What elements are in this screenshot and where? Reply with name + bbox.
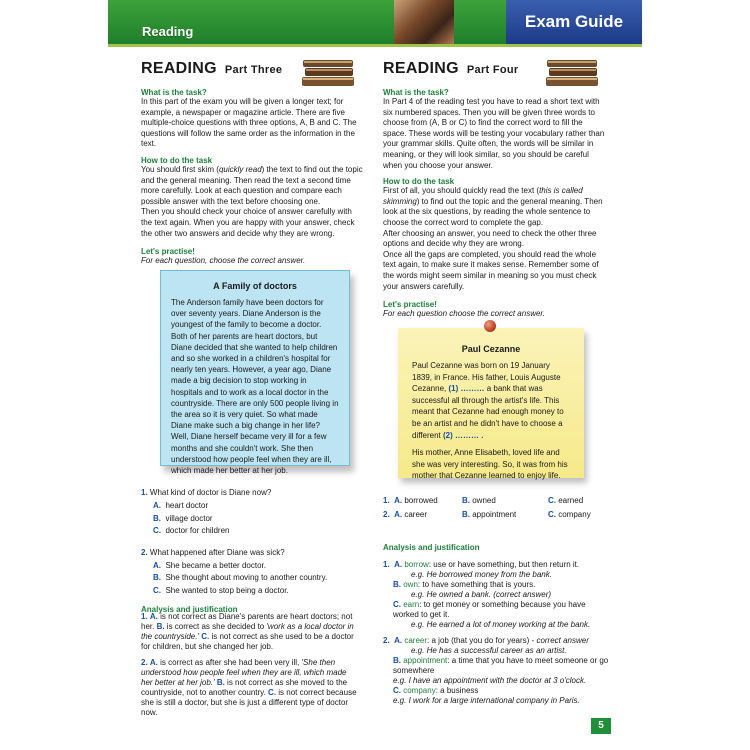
left-column <box>141 60 363 267</box>
section-title <box>383 60 608 78</box>
option-1b[interactable]: B. village doctor <box>153 514 213 523</box>
story-box <box>160 270 350 476</box>
option-2c[interactable]: C. She wanted to stop being a doctor. <box>153 586 289 595</box>
analysis-1: 1. A. borrow: use or have something, but then return it. e.g. He borrowed money from the bank. B. own: to have something that is yours. e.g. He owned a bank. (correct answer) C. earn: to get money or something because you have worked to get it. e.g. He earned a lot of money working at the bank. <box>383 560 591 629</box>
analysis-2: 2. A. is correct as after she had been very ill, 'She then understood how people feel when they are ill, which made her better at her job.' B. is not correct as she moved to the countryside, not to another country. C. is not correct because she is still a doctor, but she is just a different type of doctor now. <box>141 658 357 717</box>
header-photo <box>394 0 454 44</box>
question-1: 1. What kind of doctor is Diane now? <box>141 488 272 497</box>
how-text-1: First of all, you should quickly read the text (this is called skimming) to find out the topic and the general meaning. Then look at the six questions, by reading the whole sentence to choose the correct word to complete the gap. <box>383 186 603 227</box>
how-heading: How to do the task <box>141 155 213 165</box>
exam-guide-label: Exam Guide <box>506 0 642 44</box>
how-text-3: Once all the gaps are completed, you should read the whole text again, to make sure it makes sense. Remember some of the words might seem similar in meaning so you must check your answers carefully. <box>383 249 599 291</box>
note-title: Paul Cezanne <box>461 344 521 354</box>
practise-instruction: For each question, choose the correct answer. <box>141 256 306 266</box>
section-label: Reading <box>142 24 194 39</box>
option-1a[interactable]: A. heart doctor <box>153 501 209 510</box>
practise-heading: Let's practise! <box>141 247 195 257</box>
task-heading: What is the task? <box>141 88 207 97</box>
page-header <box>108 0 642 44</box>
part-label: Part Four <box>466 64 519 76</box>
option-2b[interactable]: B. appointment <box>462 510 517 519</box>
option-1c[interactable]: C. earned <box>548 496 584 505</box>
gap-2: (2) ……… . <box>442 430 484 440</box>
practise-heading: Let's practise! <box>383 300 437 310</box>
task-heading: What is the task? <box>383 88 449 97</box>
task-text: In this part of the exam you will be given a longer text; for example, a newspaper or magazine article. There are five multiple-choice questions with three options, A, B and C. The questions will follow the same order as the information in the text. <box>141 97 357 149</box>
part-label: Part Three <box>224 64 283 76</box>
how-heading: How to do the task <box>383 177 455 187</box>
note-text-2: His mother, Anne Elisabeth, loved life and she was very interesting. So, it was from his mother that Cezanne learned to enjoy life. <box>412 448 568 481</box>
header-divider <box>108 44 642 47</box>
option-2a[interactable]: A. She became a better doctor. <box>153 561 266 570</box>
question-2-options: 2. A. career <box>383 510 428 519</box>
task-text: In Part 4 of the reading test you have to read a short text with six numbered spaces. Then you will be given three words to choose from (A, B or C) to find the correct word to fill the space. These words will be testing your vocabulary rather than your grammar skills. Quite often, the words will be similar in meaning, or they will look similar, so you should be careful when you choose your answer. <box>383 97 605 170</box>
page-number: 5 <box>591 718 611 734</box>
story-text: The Anderson family have been doctors for over seventy years. Diane Anderson is the youngest of the family to become a doctor. Both of her parents are heart doctors, but Diane decided that she wanted to help children and so she worked in a children's hospital for nearly ten years. However, a year ago, Diane made a big decision to stop working in hospitals and to work as a local doctor in the countryside. There are only 500 people living in the area so it is very quiet. So what made Diane make such a big change in her life? Well, Diane herself became very ill for a few months and she couldn't work. She then understood how people feel when they are ill, which made her better at her job. <box>171 298 339 476</box>
how-text-2: After choosing an answer, you need to check the other three options and decide why they are wrong. <box>383 228 597 249</box>
sticky-note <box>398 328 584 481</box>
gap-1: (1) ……… <box>448 384 485 394</box>
option-2b[interactable]: B. She thought about moving to another country. <box>153 573 328 582</box>
title-reading: READING <box>141 60 217 77</box>
question-2: 2. What happened after Diane was sick? <box>141 548 285 557</box>
section-title <box>141 60 363 78</box>
title-reading: READING <box>383 60 459 77</box>
how-text-2: Then you should check your choice of answer carefully with the text again. When you are happy with your answer, check the other two answers and decide why they are wrong. <box>141 207 355 238</box>
analysis-heading: Analysis and justification <box>141 605 238 614</box>
analysis-heading: Analysis and justification <box>383 543 480 552</box>
option-1c[interactable]: C. doctor for children <box>153 526 230 535</box>
analysis-2: 2. A. career: a job (that you do for years) - correct answer e.g. He has a successful career as an artist. B. appointment: a time that you have to meet someone or go somewhere e.g. I have an appointment with the doctor at 3 o'clock. C. company: a business e.g. I work for a large international company in Paris. <box>383 636 609 705</box>
option-1b[interactable]: B. owned <box>462 496 496 505</box>
right-column <box>383 60 608 320</box>
story-title: A Family of doctors <box>213 281 297 291</box>
pin-icon <box>484 320 496 332</box>
question-1-options: 1. A. borrowed <box>383 496 438 505</box>
practise-instruction: For each question choose the correct answer. <box>383 309 546 319</box>
how-text-1: You should first skim (quickly read) the text to find out the topic and the general meaning. Then read the text a second time more carefully. Look at each question and compare each possible answer with the text before choosing one. <box>141 164 363 206</box>
analysis-1: 1. A. is not correct as Diane's parents are heart doctors; not her. B. is correct as she decided to 'work as a local doctor in the countryside.' C. is not correct as she used to be a doctor for children, but she changed her job. <box>141 612 354 651</box>
note-text-1: Paul Cezanne was born on 19 January 1839, in France. His father, Louis Auguste Cezanne, (1) ……… a bank that was successful all through the artist's life. This meant that Cezanne had enough money to be an artist and he didn't have to choose a different (2) ……… . <box>412 361 564 440</box>
option-2c[interactable]: C. company <box>548 510 591 519</box>
